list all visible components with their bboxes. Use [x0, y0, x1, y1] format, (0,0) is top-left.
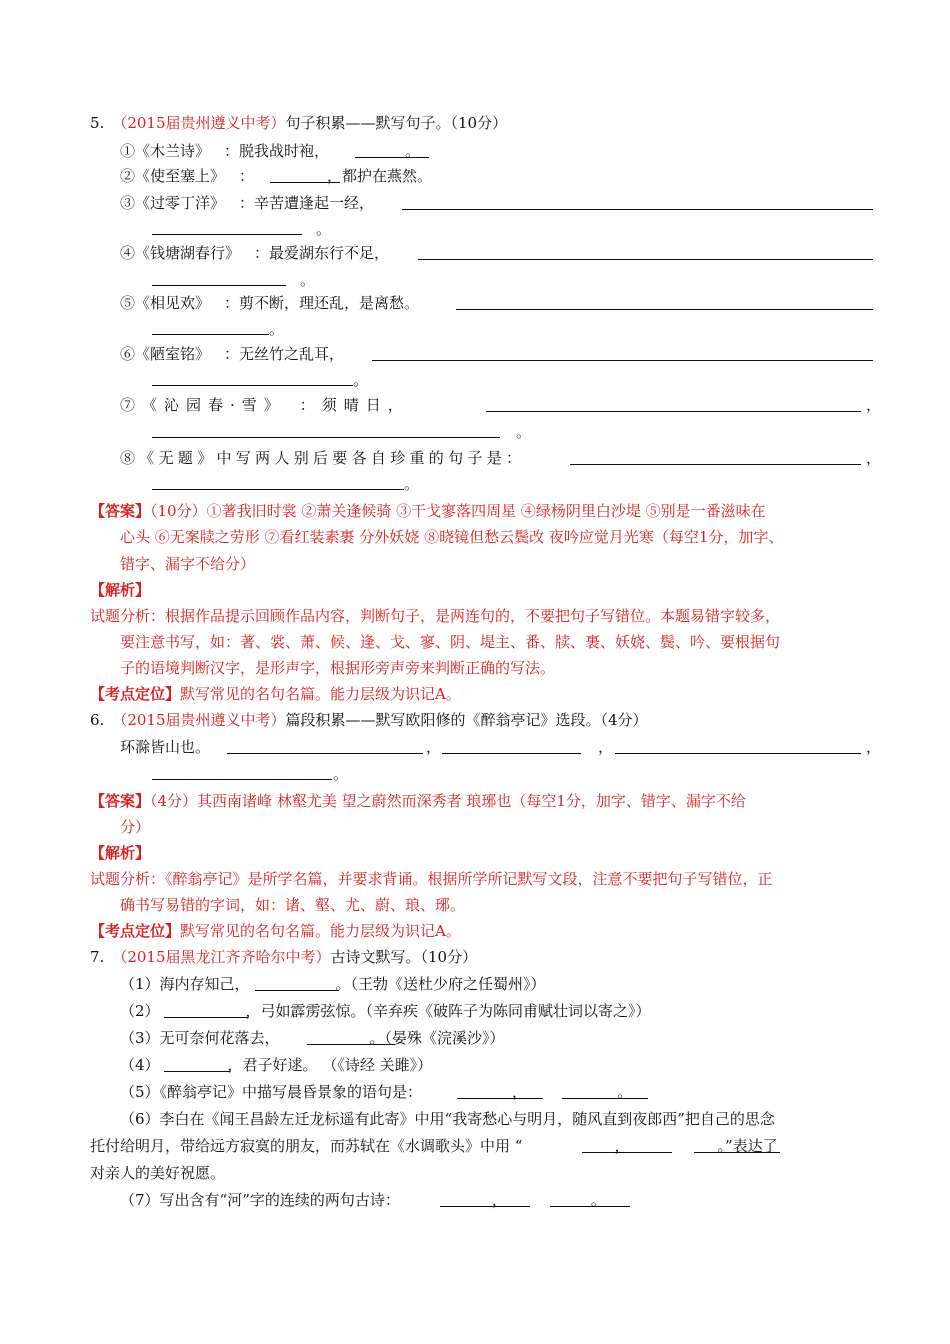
item-end: 。: [405, 142, 421, 160]
sub-text: 。（晏殊《浣溪沙》）: [369, 1029, 505, 1047]
sub-text: （3）无可奈何花落去，: [120, 1029, 280, 1047]
q6-answer-line-1: [90, 791, 746, 811]
item-label: ⑤《相见欢》: [120, 294, 211, 312]
q6-answer-line-2: 分）: [120, 818, 151, 836]
q7-sub-2: [120, 1001, 651, 1021]
q5-blank-8b[interactable]: [152, 489, 404, 490]
q5-comma-7: ，: [866, 396, 882, 414]
item-text: ：辛苦遭逢起一经，: [239, 194, 375, 212]
q5-answer-line-2: 心头 ⑥无案牍之劳形 ⑦看红装素裹 分外妖娆 ⑧晓镜但愁云鬓改 夜吟应觉月光寒（每空1分，加字、: [120, 528, 784, 546]
q5-item-8: [120, 448, 525, 468]
q7-blank-6b[interactable]: [694, 1152, 780, 1153]
q5-blank-1[interactable]: [355, 157, 429, 158]
q5-end-3: 。: [316, 220, 332, 238]
q7-sub-6-line-3: 对亲人的美好祝愿。: [90, 1164, 226, 1182]
q5-item-1: [120, 141, 420, 161]
sub-text: （4）: [120, 1056, 160, 1074]
q6-comma-1: ，: [426, 738, 442, 756]
q5-end-6: 。: [353, 371, 369, 389]
q7-blank-7a[interactable]: [440, 1206, 530, 1207]
sub-text: ，: [491, 1191, 507, 1209]
item-label: ④《钱塘湖春行》: [120, 244, 241, 262]
q5-answer-line-3: 错字、漏字不给分）: [120, 555, 256, 573]
q7-sub-7: [120, 1190, 606, 1210]
item-text: ：剪不断，理还乱，是离愁。: [224, 294, 420, 312]
q5-comma-8: ，: [866, 449, 882, 467]
q7-blank-5b[interactable]: [562, 1098, 648, 1099]
q5-source: （2015届贵州遵义中考）: [112, 114, 286, 132]
q5-answer-line-1: [90, 501, 766, 521]
q5-analysis-line-1: 试题分析：根据作品提示回顾作品内容，判断句子，是两连句的，不要把句子写错位。本题易错字较多，: [90, 607, 781, 625]
q7-stem: 古诗文默写。（10分）: [330, 948, 478, 966]
q5-blank-7a[interactable]: [486, 411, 861, 412]
q6-blank-2[interactable]: [442, 753, 581, 754]
q6-comma-3: ，: [866, 738, 882, 756]
q5-end-5: 。: [269, 320, 285, 338]
answer-text: （4分）其西南诸峰 林壑尤美 望之蔚然而深秀者 琅琊也（每空1分，加字、错字、漏字不给: [150, 792, 746, 810]
answer-tag: 【答案】: [90, 792, 151, 810]
sub-text: （7）写出含有“河”字的连续的两句古诗：: [120, 1191, 400, 1209]
q5-stem: 句子积累——默写句子。（10分）: [285, 114, 508, 132]
q5-blank-7b[interactable]: [152, 437, 500, 438]
q7-source: （2015届黑龙江齐齐哈尔中考）: [112, 948, 331, 966]
q7-number: 7.: [90, 948, 105, 966]
kaodian-tag: 【考点定位】: [90, 922, 181, 940]
q5-blank-5b[interactable]: [152, 334, 269, 335]
q5-blank-6b[interactable]: [152, 385, 353, 386]
q5-blank-6a[interactable]: [372, 360, 873, 361]
q6-analysis-line-2: 确书写易错的字词，如：诸、壑、尤、蔚、琅、琊。: [120, 896, 466, 914]
q5-end-4: 。: [300, 271, 316, 289]
q7-blank-3[interactable]: [307, 1044, 395, 1045]
q5-blank-3b[interactable]: [152, 234, 302, 235]
q5-heading: [90, 113, 507, 133]
q5-item-5: [120, 293, 419, 313]
item-label: ①《木兰诗》: [120, 142, 211, 160]
q6-line-1: 环滁皆山也。: [120, 738, 211, 756]
q5-blank-2[interactable]: [270, 182, 340, 183]
sub-text: ，: [512, 1083, 528, 1101]
q6-blank-4[interactable]: [152, 779, 332, 780]
q7-sub-5: [120, 1082, 632, 1102]
q7-blank-2[interactable]: [164, 1017, 248, 1018]
item-label: ③《过零丁洋》: [120, 194, 226, 212]
answer-text: （10分）①著我旧时裳 ②萧关逢候骑 ③干戈寥落四周星 ④绿杨阴里白沙堤 ⑤别是一番滋味在: [150, 502, 766, 520]
q5-blank-5a[interactable]: [456, 309, 873, 310]
q5-kaodian: [90, 684, 461, 704]
item-label: ⑦《沁园春·雪》: [120, 396, 286, 414]
q7-sub-4: [120, 1055, 432, 1075]
q5-end-8: 。: [404, 475, 420, 493]
q6-heading: [90, 710, 648, 730]
q6-comma-2: ，: [598, 738, 614, 756]
q7-sub-3: [120, 1028, 505, 1048]
q6-end: 。: [333, 765, 349, 783]
q7-blank-1[interactable]: [255, 990, 339, 991]
q6-analysis-line-1: 试题分析：《醉翁亭记》是所学名篇，并要求背诵。根据所学所记默写文段，注意不要把句子写错位，正: [90, 870, 773, 888]
q6-blank-3[interactable]: [615, 753, 861, 754]
kaodian-text: 默写常见的名句名篇。能力层级为识记A。: [180, 922, 461, 940]
q5-item-3: [120, 193, 374, 213]
q5-blank-3a[interactable]: [402, 209, 873, 210]
q6-kaodian: [90, 921, 461, 941]
q5-blank-4b[interactable]: [152, 285, 286, 286]
sub-text: 。”表达了: [717, 1137, 778, 1155]
q7-sub-6-line-2: [90, 1136, 778, 1156]
q5-analysis-tag: 【解析】: [90, 581, 151, 599]
sub-text: 托付给明月，带给远方寂寞的朋友，而苏轼在《水调歌头》中用 “: [90, 1137, 523, 1155]
q5-analysis-line-3: 子的语境判断汉字，是形声字，根据形旁声旁来判断正确的写法。: [120, 659, 556, 677]
q6-number: 6.: [90, 711, 105, 729]
q5-item-7: [120, 395, 410, 415]
item-text: ：脱我战时袍，: [224, 142, 330, 160]
sub-text: （2）: [120, 1002, 160, 1020]
sub-text: ，弓如霹雳弦惊。（辛弃疾《破阵子为陈同甫赋壮词以寄之》）: [245, 1002, 651, 1020]
item-text: ：须晴日，: [299, 396, 410, 414]
item-text: ：: [239, 167, 255, 185]
q7-blank-5a[interactable]: [457, 1098, 543, 1099]
q5-analysis-line-2: 要注意书写，如：著、裳、萧、候、逢、戈、寥、阴、堤主、番、牍、裹、妖娆、鬓、吟、要根据句: [120, 633, 781, 651]
q5-item-2: [120, 166, 432, 186]
q5-item-4: [120, 243, 389, 263]
item-text: ：无丝竹之乱耳，: [224, 345, 345, 363]
sub-text: ，君子好逑。 （《诗经 关雎》）: [227, 1056, 433, 1074]
q6-source: （2015届贵州遵义中考）: [112, 711, 286, 729]
item-label: ⑧《无题》中写两人别后要各自珍重的句子是：: [120, 449, 526, 467]
q5-item-6: [120, 344, 344, 364]
item-label: ⑥《陋室铭》: [120, 345, 211, 363]
q5-end-7: 。: [516, 423, 532, 441]
q6-blank-1[interactable]: [227, 753, 423, 754]
q6-analysis-tag: 【解析】: [90, 844, 151, 862]
q7-sub-1: [120, 974, 546, 994]
item-text: ：最爱湖东行不足，: [254, 244, 390, 262]
q6-stem: 篇段积累——默写欧阳修的《醉翁亭记》选段。（4分）: [285, 711, 648, 729]
sub-text: （5）《醉翁亭记》中描写晨昏景象的语句是：: [120, 1083, 423, 1101]
q5-number: 5.: [90, 114, 105, 132]
sub-text: 。: [617, 1083, 633, 1101]
q7-heading: [90, 947, 477, 967]
item-after: ，都护在燕然。: [327, 167, 433, 185]
answer-tag: 【答案】: [90, 502, 151, 520]
sub-text: 。: [590, 1191, 606, 1209]
q7-blank-6a[interactable]: [582, 1152, 672, 1153]
sub-text: （1）海内存知己，: [120, 975, 250, 993]
q5-blank-4a[interactable]: [418, 259, 873, 260]
q5-blank-8a[interactable]: [570, 464, 861, 465]
kaodian-text: 默写常见的名句名篇。能力层级为识记A。: [180, 685, 461, 703]
kaodian-tag: 【考点定位】: [90, 685, 181, 703]
q7-blank-4[interactable]: [164, 1071, 230, 1072]
q7-blank-7b[interactable]: [550, 1206, 630, 1207]
sub-text: ，: [614, 1137, 630, 1155]
q7-sub-6-line-1: （6）李白在《闻王昌龄左迁龙标遥有此寄》中用“我寄愁心与明月，随风直到夜郎西”把自己的思念: [120, 1110, 775, 1128]
item-label: ②《使至塞上》: [120, 167, 226, 185]
sub-text: 。（王勃《送杜少府之任蜀州》）: [335, 975, 546, 993]
